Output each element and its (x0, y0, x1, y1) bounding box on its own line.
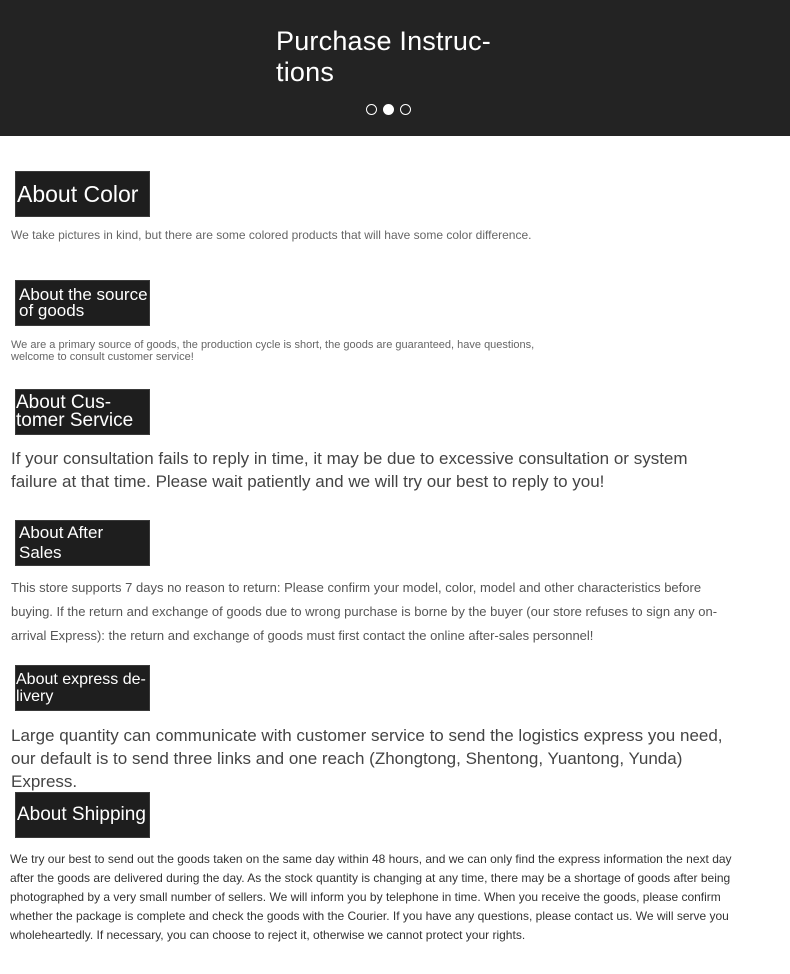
carousel-dot-2[interactable] (383, 104, 394, 115)
section-label-color: About Color (15, 171, 150, 217)
section-text-express-delivery: Large quantity can communicate with customer service to send the logistics express you need, our default is to send three links and one reach (Zhongtong, Shentong, Yuantong, Yunda) Express. (11, 726, 723, 791)
carousel-dot-1[interactable] (366, 104, 377, 115)
section-label-after-sales: About After Sales (15, 520, 150, 566)
carousel-indicator (366, 104, 411, 118)
section-text-color: We take pictures in kind, but there are some colored products that will have some color difference. (11, 228, 532, 242)
section-text-shipping: We try our best to send out the goods taken on the same day within 48 hours, and we can only find the express information the next day after the goods are delivered during the day. As the stock quantity is changing at any time, there may be a shortage of goods after being photographed by a very small number of sellers. We will inform you by telephone in time. When you receive the goods, please confirm whether the package is complete and check the goods with the Courier. If you have any questions, please contact us. We will serve you wholeheartedly. If necessary, you can choose to reject it, otherwise we cannot protect your rights. (10, 852, 732, 942)
page-title: Purchase Instruc-tions (276, 26, 491, 87)
section-text-after-sales: This store supports 7 days no reason to return: Please confirm your model, color, model and other characteristics before buying. If the return and exchange of goods due to wrong purchase is borne by the buyer (our store refuses to sign any on-arrival Express): the return and exchange of goods must first contact the online after-sales personnel! (11, 580, 718, 643)
section-label-express-delivery: About express de-livery (15, 665, 150, 711)
section-label-source: About the source of goods (15, 280, 150, 326)
section-label-customer-service: About Cus-tomer Service (15, 389, 150, 435)
section-label-shipping: About Shipping (15, 792, 150, 838)
section-text-customer-service: If your consultation fails to reply in time, it may be due to excessive consultation or system failure at that time. Please wait patiently and we will try our best to reply to you! (11, 449, 688, 491)
carousel-dot-3[interactable] (400, 104, 411, 115)
section-text-source: We are a primary source of goods, the production cycle is short, the goods are guaranteed, have questions, welcome to consult customer service! (11, 339, 535, 363)
header-banner (0, 0, 790, 136)
